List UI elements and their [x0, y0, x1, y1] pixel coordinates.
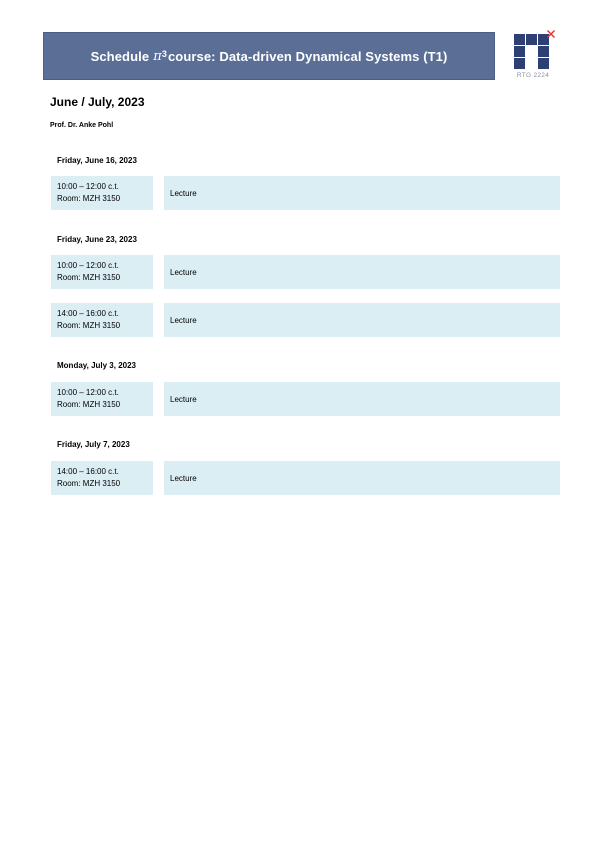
- slot-time: 10:00 – 12:00 c.t.: [57, 261, 119, 270]
- schedule-slot: [51, 461, 560, 495]
- slot-activity: Lecture: [164, 303, 560, 337]
- logo-label: RTG 2224: [516, 72, 550, 79]
- slot-time: 14:00 – 16:00 c.t.: [57, 309, 119, 318]
- schedule-period: June / July, 2023: [50, 95, 145, 109]
- slot-activity: Lecture: [164, 461, 560, 495]
- title-superscript: 3: [161, 49, 167, 59]
- slot-room: Room: MZH 3150: [57, 400, 121, 409]
- schedule-slot: [51, 303, 560, 337]
- day-heading: Friday, June 23, 2023: [57, 235, 137, 244]
- slot-time-cell: [51, 461, 153, 495]
- day-heading: Monday, July 3, 2023: [57, 361, 136, 370]
- day-heading: Friday, July 7, 2023: [57, 440, 130, 449]
- slot-room: Room: MZH 3150: [57, 273, 121, 282]
- professor-name: Prof. Dr. Anke Pohl: [50, 122, 114, 129]
- slot-time: 10:00 – 12:00 c.t.: [57, 388, 119, 397]
- slot-activity: Lecture: [164, 176, 560, 210]
- slot-time-cell: [51, 303, 153, 337]
- slot-activity: Lecture: [164, 255, 560, 289]
- title-pi: π: [153, 48, 162, 64]
- slot-room: Room: MZH 3150: [57, 479, 121, 488]
- title-prefix: Schedule: [90, 48, 150, 64]
- day-heading: Friday, June 16, 2023: [57, 156, 137, 165]
- slot-activity: Lecture: [164, 382, 560, 416]
- slot-time: 14:00 – 16:00 c.t.: [57, 467, 119, 476]
- slot-time-cell: [51, 382, 153, 416]
- slot-room: Room: MZH 3150: [57, 321, 121, 330]
- title-rest: course: Data-driven Dynamical Systems (T1): [167, 48, 448, 64]
- schedule-title-banner: [43, 32, 495, 80]
- slot-time: 10:00 – 12:00 c.t.: [57, 182, 119, 191]
- schedule-slot: [51, 255, 560, 289]
- slot-time-cell: [51, 255, 153, 289]
- slot-room: Room: MZH 3150: [57, 194, 121, 203]
- schedule-slot: [51, 176, 560, 210]
- schedule-slot: [51, 382, 560, 416]
- slot-time-cell: [51, 176, 153, 210]
